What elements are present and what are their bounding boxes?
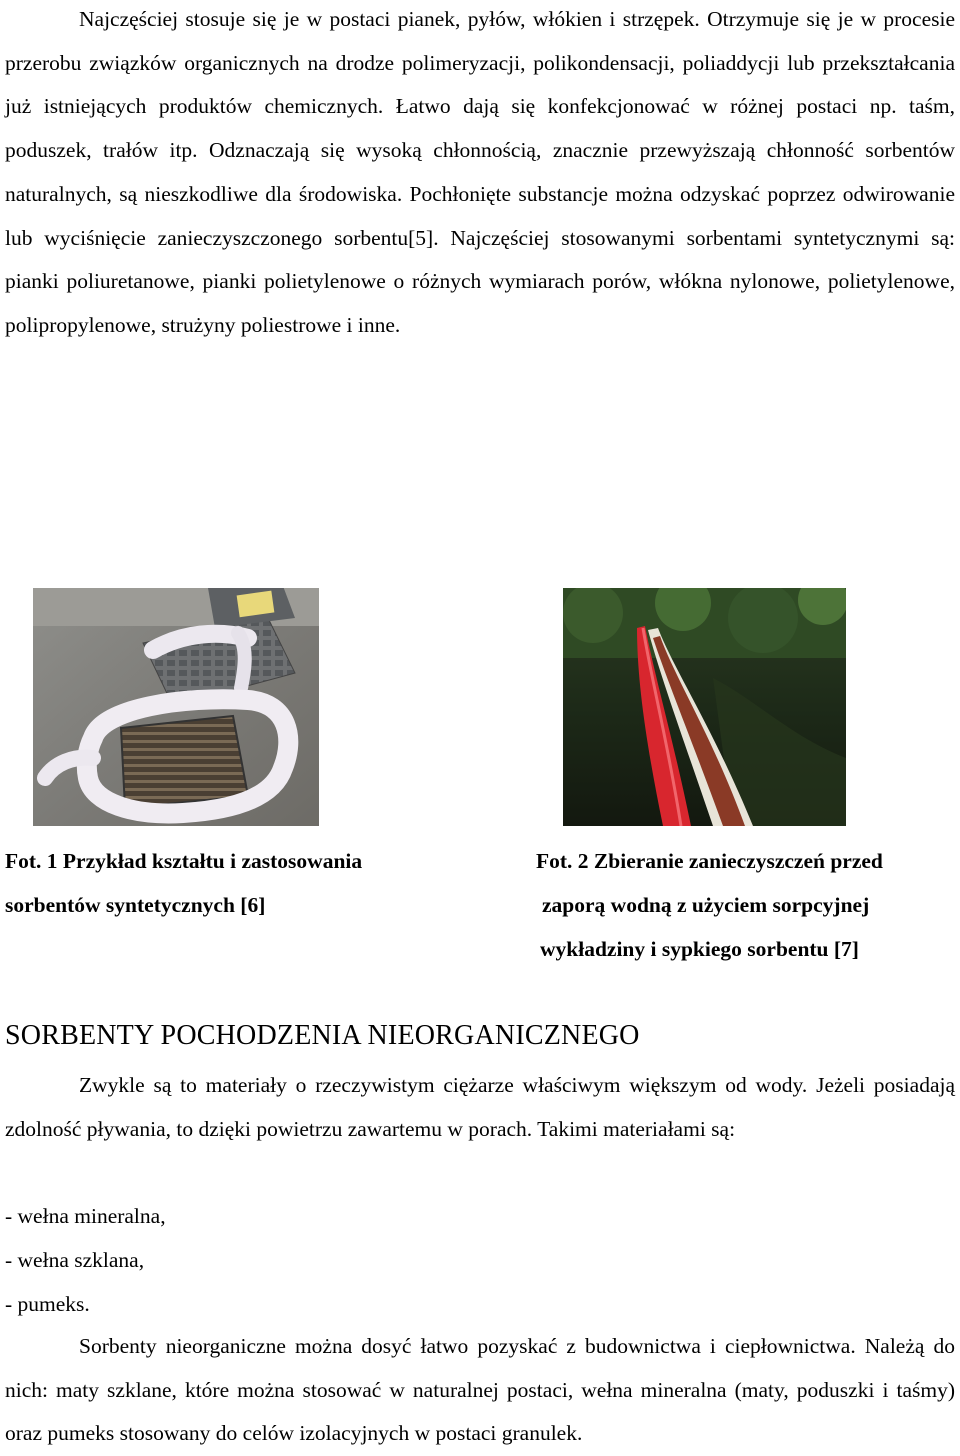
figure-2-caption-line-2: zaporą wodną z użyciem sorpcyjnej [542, 893, 870, 917]
photo-floating-boom [563, 588, 846, 826]
list-item: - wełna mineralna, [5, 1204, 166, 1228]
closing-paragraph: Sorbenty nieorganiczne można dosyć łatwo pozyskać z budownictwa i ciepłownictwa. Należą do nich: maty szklane, które można stosować w naturalnej postaci, wełna mineralna (maty, poduszki i taśmy) oraz pumeks stosowany do celów izolacyjnych w postaci granulek. [5, 1334, 955, 1446]
section-heading: SORBENTY POCHODZENIA NIEORGANICZNEGO [5, 1020, 640, 1051]
figure-1-caption-line-1: Fot. 1 Przykład kształtu i zastosowania [5, 849, 363, 873]
figure-2-caption-line-1: Fot. 2 Zbieranie zanieczyszczeń przed [536, 849, 883, 873]
intro-paragraph: Najczęściej stosuje się je w postaci pianek, pyłów, włókien i strzępek. Otrzymuje się je w procesie przerobu związków organicznych na drodze polimeryzacji, polikondensacji, poliaddycji lub przekształcania już istniejących produktów chemicznych. Łatwo dają się konfekcjonować w różnej postaci np. taśm, poduszek, trałów itp. Odznaczają się wysoką chłonnością, znacznie przewyższają chłonność sorbentów naturalnych, są nieszkodliwe dla środowiska. Pochłonięte substancje można odzyskać poprzez odwirowanie lub wyciśnięcie zanieczyszczonego sorbentu[5]. Najczęściej stosowanymi sorbentami syntetycznymi są: pianki poliuretanowe, pianki polietylenowe o różnych wymiarach porów, włókna nylonowe, polietylenowe, polipropylenowe, strużyny poliestrowe i inne. [5, 7, 955, 337]
section-paragraph: Zwykle są to materiały o rzeczywistym ciężarze właściwym większym od wody. Jeżeli posiadają zdolność pływania, to dzięki powietrzu zawartemu w porach. Takimi materiałami są: [5, 1073, 955, 1141]
list-item: - wełna szklana, [5, 1248, 145, 1272]
photo-sorbent-socks [33, 588, 319, 826]
list-item: - pumeks. [5, 1292, 90, 1316]
figure-2-caption-line-3: wykładziny i sypkiego sorbentu [7] [540, 937, 859, 961]
figure-1-caption-line-2: sorbentów syntetycznych [6] [5, 893, 266, 917]
